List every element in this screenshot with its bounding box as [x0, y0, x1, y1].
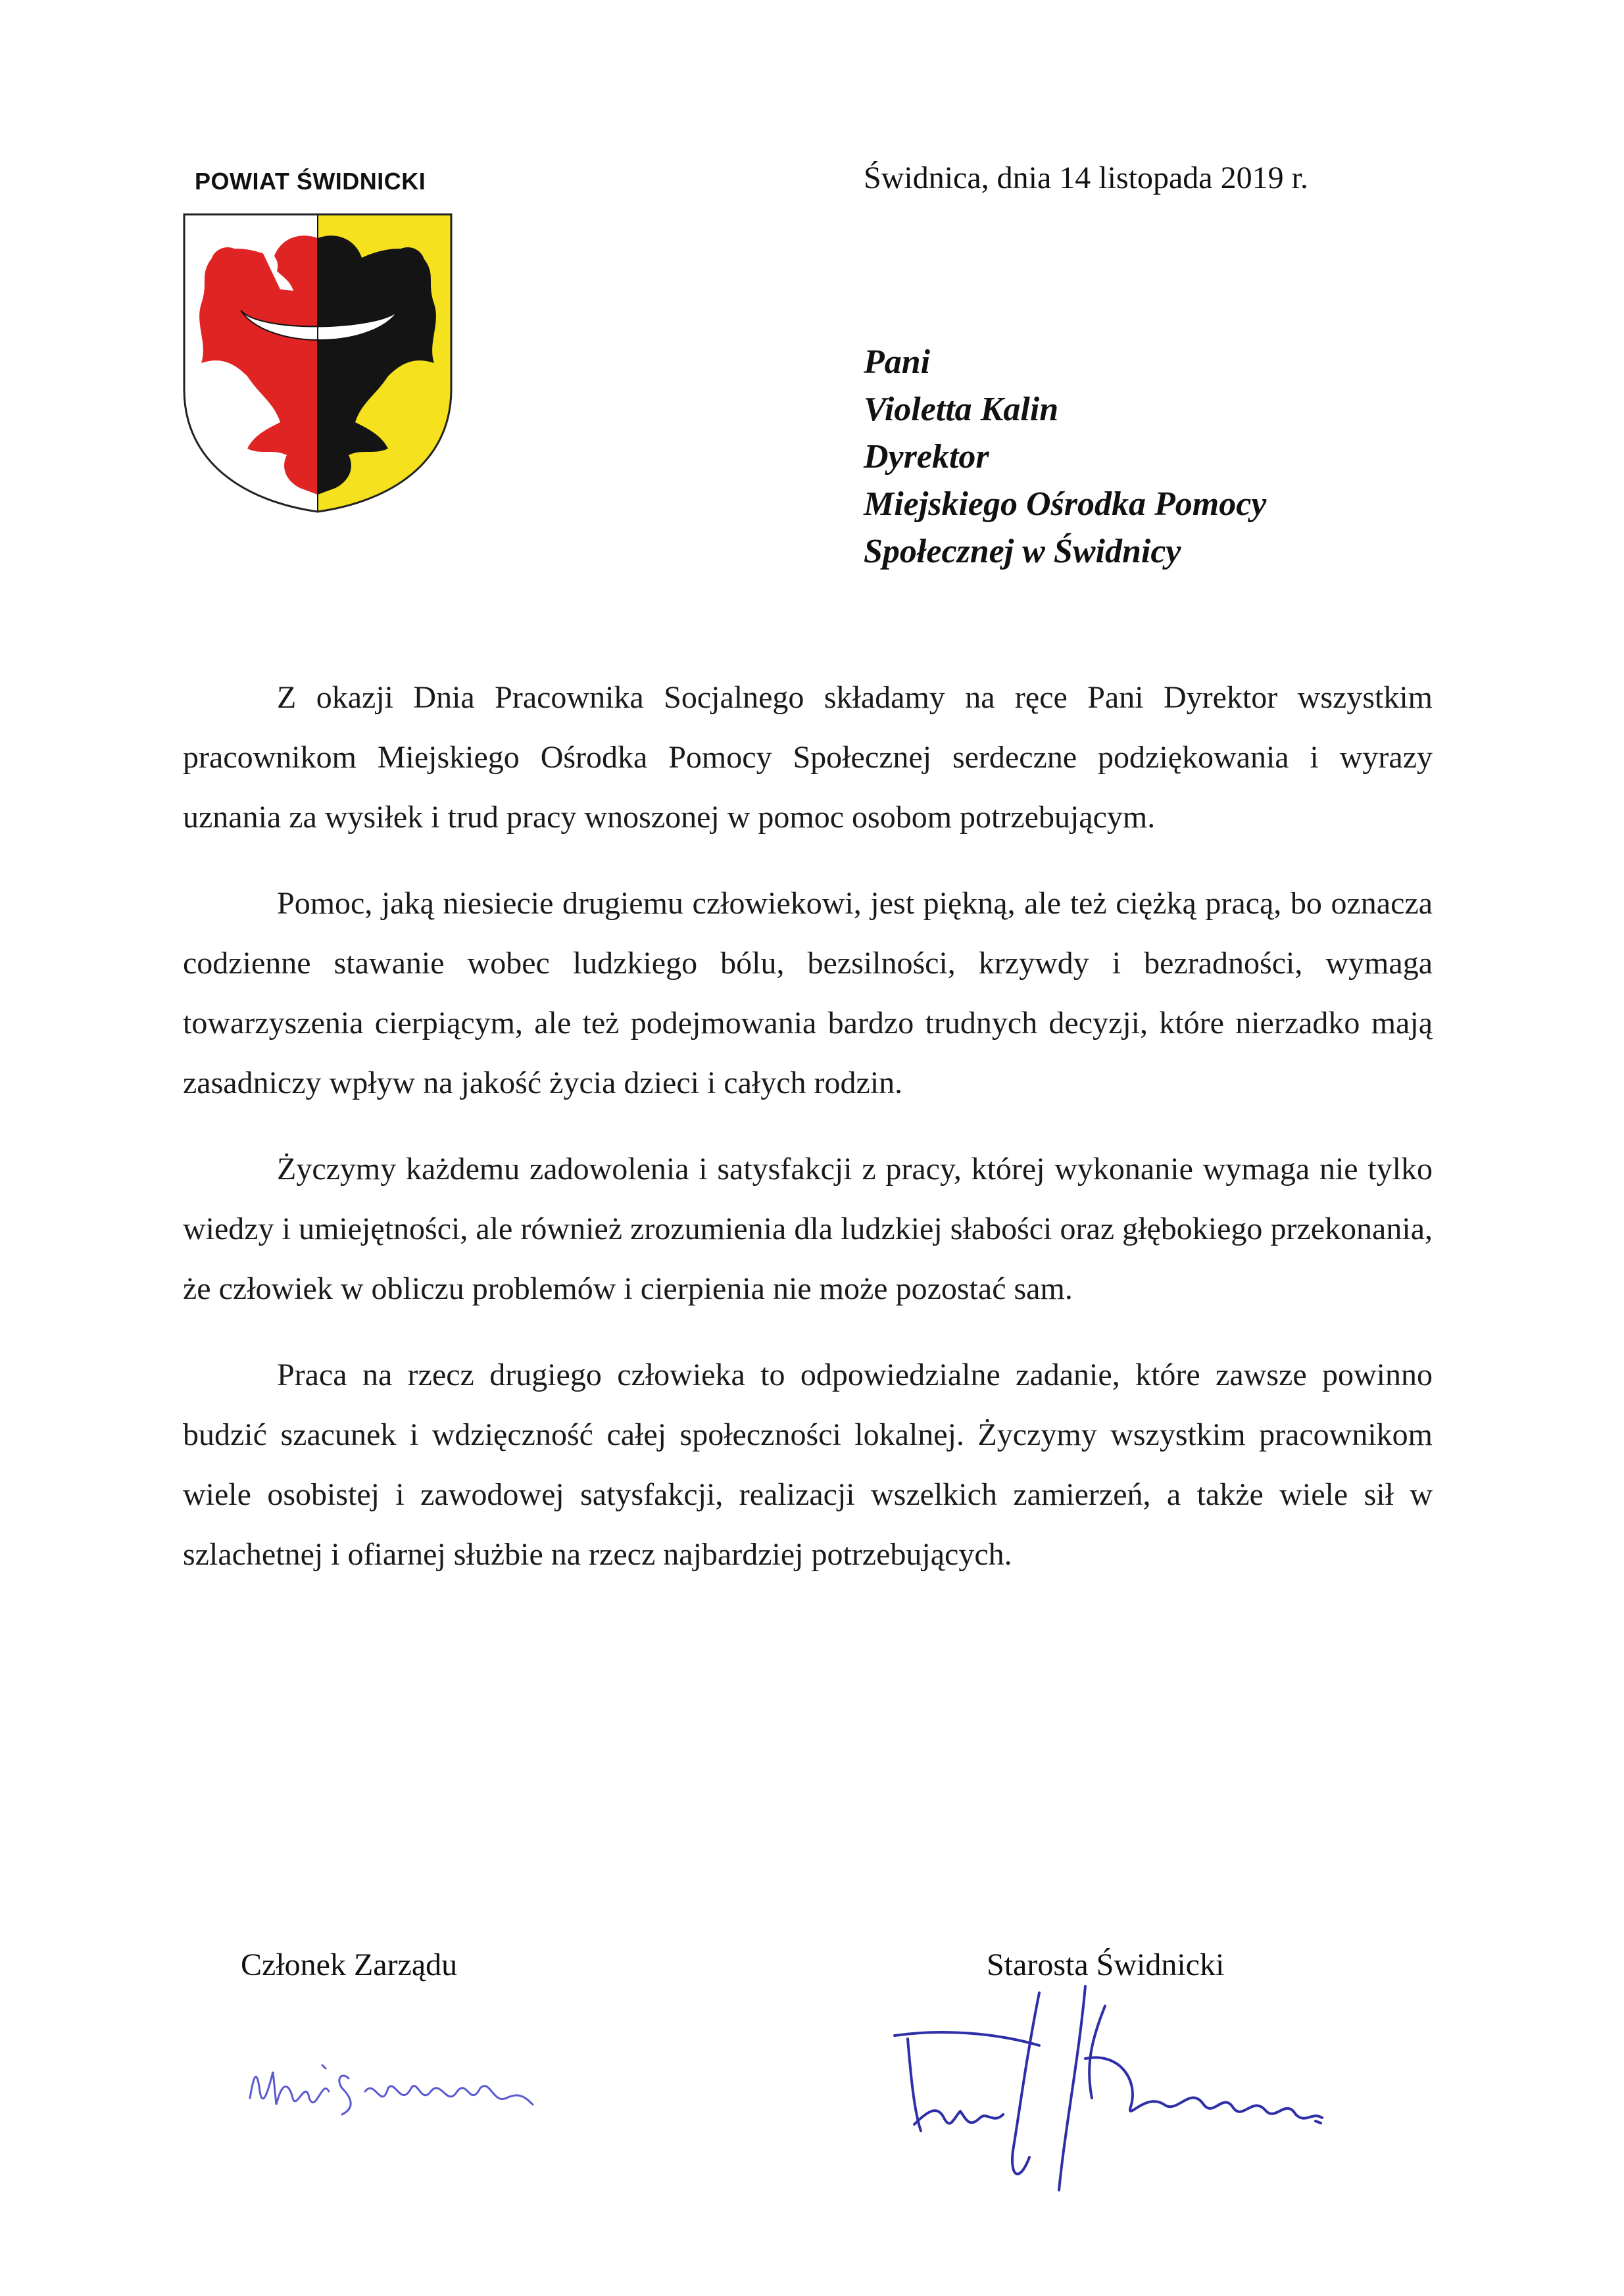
recipient-line: Dyrektor — [864, 438, 989, 476]
recipient-line: Społecznej w Świdnicy — [864, 533, 1181, 570]
recipient-line: Pani — [864, 343, 931, 381]
handwritten-signature-left — [243, 2052, 612, 2124]
place-date: Świdnica, dnia 14 listopada 2019 r. — [864, 160, 1308, 195]
signatory-right-title: Starosta Świdnicki — [987, 1947, 1225, 1982]
body-paragraph: Praca na rzecz drugiego człowieka to odpowiedzialne zadanie, które zawsze powinno budzić szacunek i wdzięczność całej społeczności lokalnej. Życzymy wszystkim pracownikom wiele osobistej i zawodowej satysfakcji, realizacji wszelkich zamierzeń, a także wiele sił w szlachetnej i ofiarnej służbie na rzecz najbardziej potrzebujących. — [183, 1357, 1433, 1572]
body-paragraph: Pomoc, jaką niesiecie drugiemu człowiekowi, jest piękną, ale też ciężką pracą, bo oznacza codzienne stawanie wobec ludzkiego bólu, bezsilności, krzywdy i bezradności, wymaga towarzyszenia cierpiącym, ale też podejmowania bardzo trudnych decyzji, które nierzadko mają zasadniczy wpływ na jakość życia dzieci i całych rodzin. — [183, 886, 1433, 1100]
coat-of-arms-emblem — [182, 212, 454, 514]
handwritten-signature-right — [888, 1980, 1335, 2203]
recipient-address — [864, 339, 1266, 575]
recipient-name: Violetta Kalin — [864, 391, 1059, 428]
signatory-left-title: Członek Zarządu — [241, 1947, 458, 1982]
authority-label: POWIAT ŚWIDNICKI — [195, 168, 426, 195]
letter-body — [183, 668, 1433, 1611]
recipient-line: Miejskiego Ośrodka Pomocy — [864, 485, 1267, 523]
body-paragraph: Życzymy każdemu zadowolenia i satysfakcji z pracy, której wykonanie wymaga nie tylko wiedzy i umiejętności, ale również zrozumienia dla ludzkiej słabości oraz głębokiego przekonania, że człowiek w obliczu problemów i cierpienia nie może pozostać sam. — [183, 1152, 1433, 1306]
body-paragraph: Z okazji Dnia Pracownika Socjalnego składamy na ręce Pani Dyrektor wszystkim pracownikom Miejskiego Ośrodka Pomocy Społecznej serdeczne podziękowania i wyrazy uznania za wysiłek i trud pracy wnoszonej w pomoc osobom potrzebującym. — [183, 680, 1433, 835]
